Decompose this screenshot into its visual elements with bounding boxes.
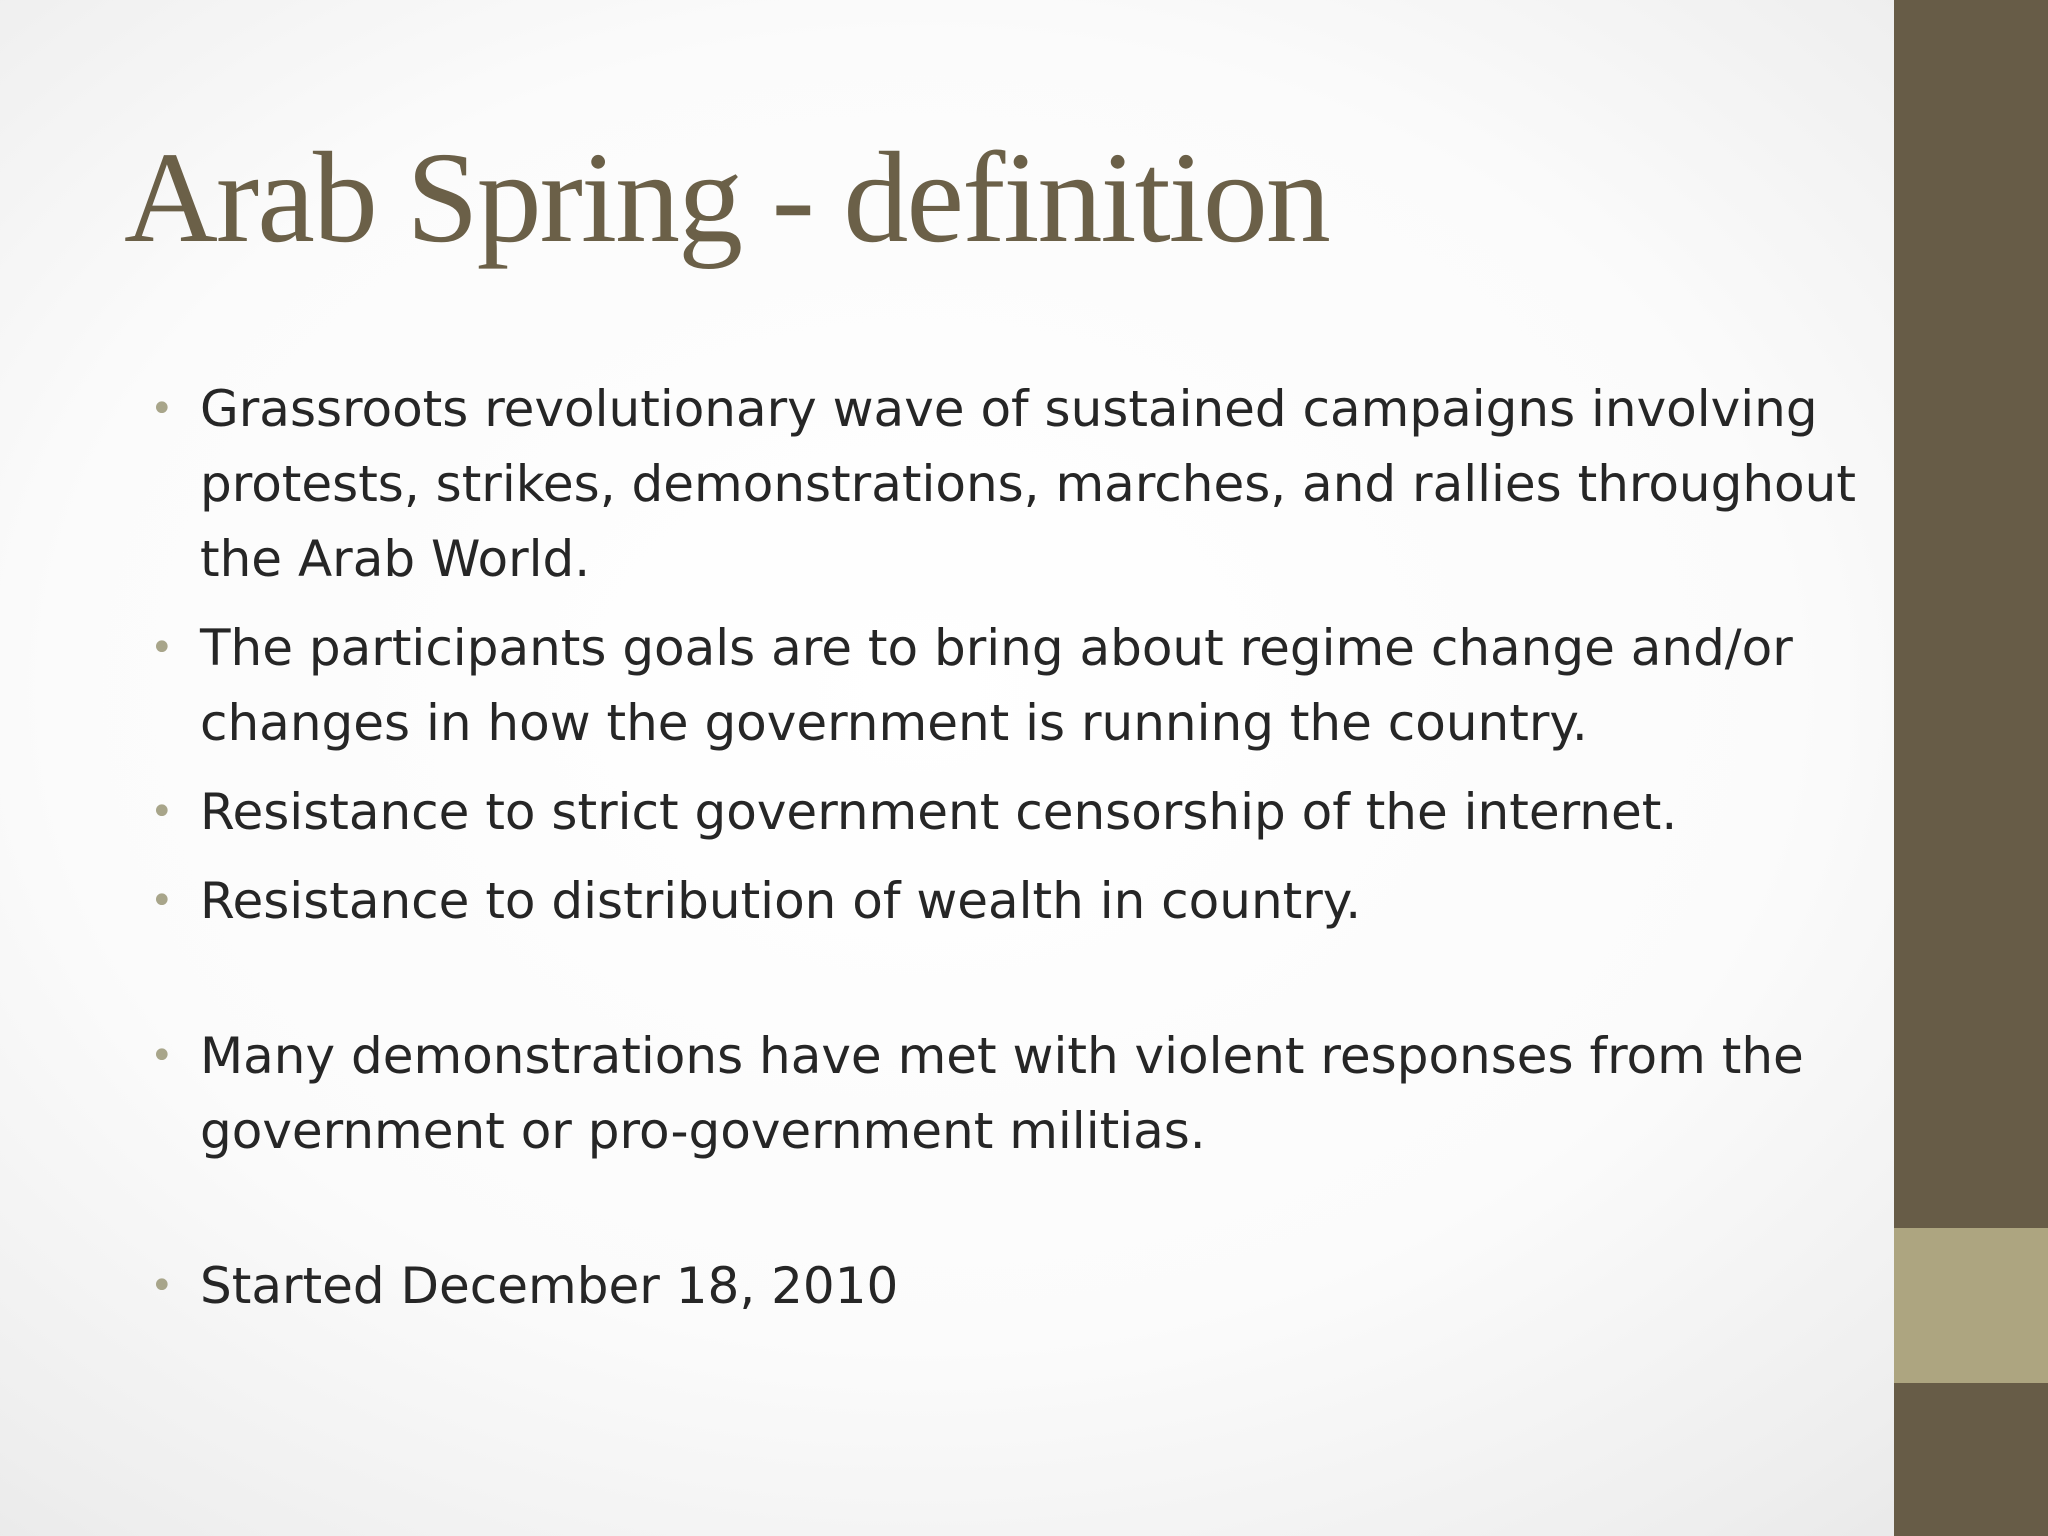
bullet-text: Many demonstrations have met with violent responses from the government or pro-government militias. [200, 1027, 1804, 1160]
bullet-dot-icon: • [150, 386, 174, 432]
bullet-item [150, 372, 1870, 597]
bullet-dot-icon: • [150, 878, 174, 924]
bullet-text: Resistance to distribution of wealth in country. [200, 872, 1362, 930]
side-accent [1894, 1228, 2048, 1383]
bullet-text: The participants goals are to bring about regime change and/or changes in how the government is running the country. [200, 619, 1793, 752]
bullet-text: Grassroots revolutionary wave of sustained campaigns involving protests, strikes, demonstrations, marches, and rallies throughout the Arab World. [200, 380, 1856, 588]
bullet-list [150, 372, 1870, 1338]
bullet-item [150, 864, 1870, 939]
bullet-item [150, 1249, 1870, 1324]
bullet-item [150, 1019, 1870, 1169]
bullet-dot-icon: • [150, 625, 174, 671]
bullet-text: Started December 18, 2010 [200, 1257, 899, 1315]
bullet-dot-icon: • [150, 1033, 174, 1079]
slide-title: Arab Spring - definition [124, 126, 1329, 270]
bullet-dot-icon: • [150, 789, 174, 835]
bullet-item [150, 611, 1870, 761]
bullet-dot-icon: • [150, 1263, 174, 1309]
bullet-item [150, 775, 1870, 850]
bullet-text: Resistance to strict government censorship of the internet. [200, 783, 1678, 841]
